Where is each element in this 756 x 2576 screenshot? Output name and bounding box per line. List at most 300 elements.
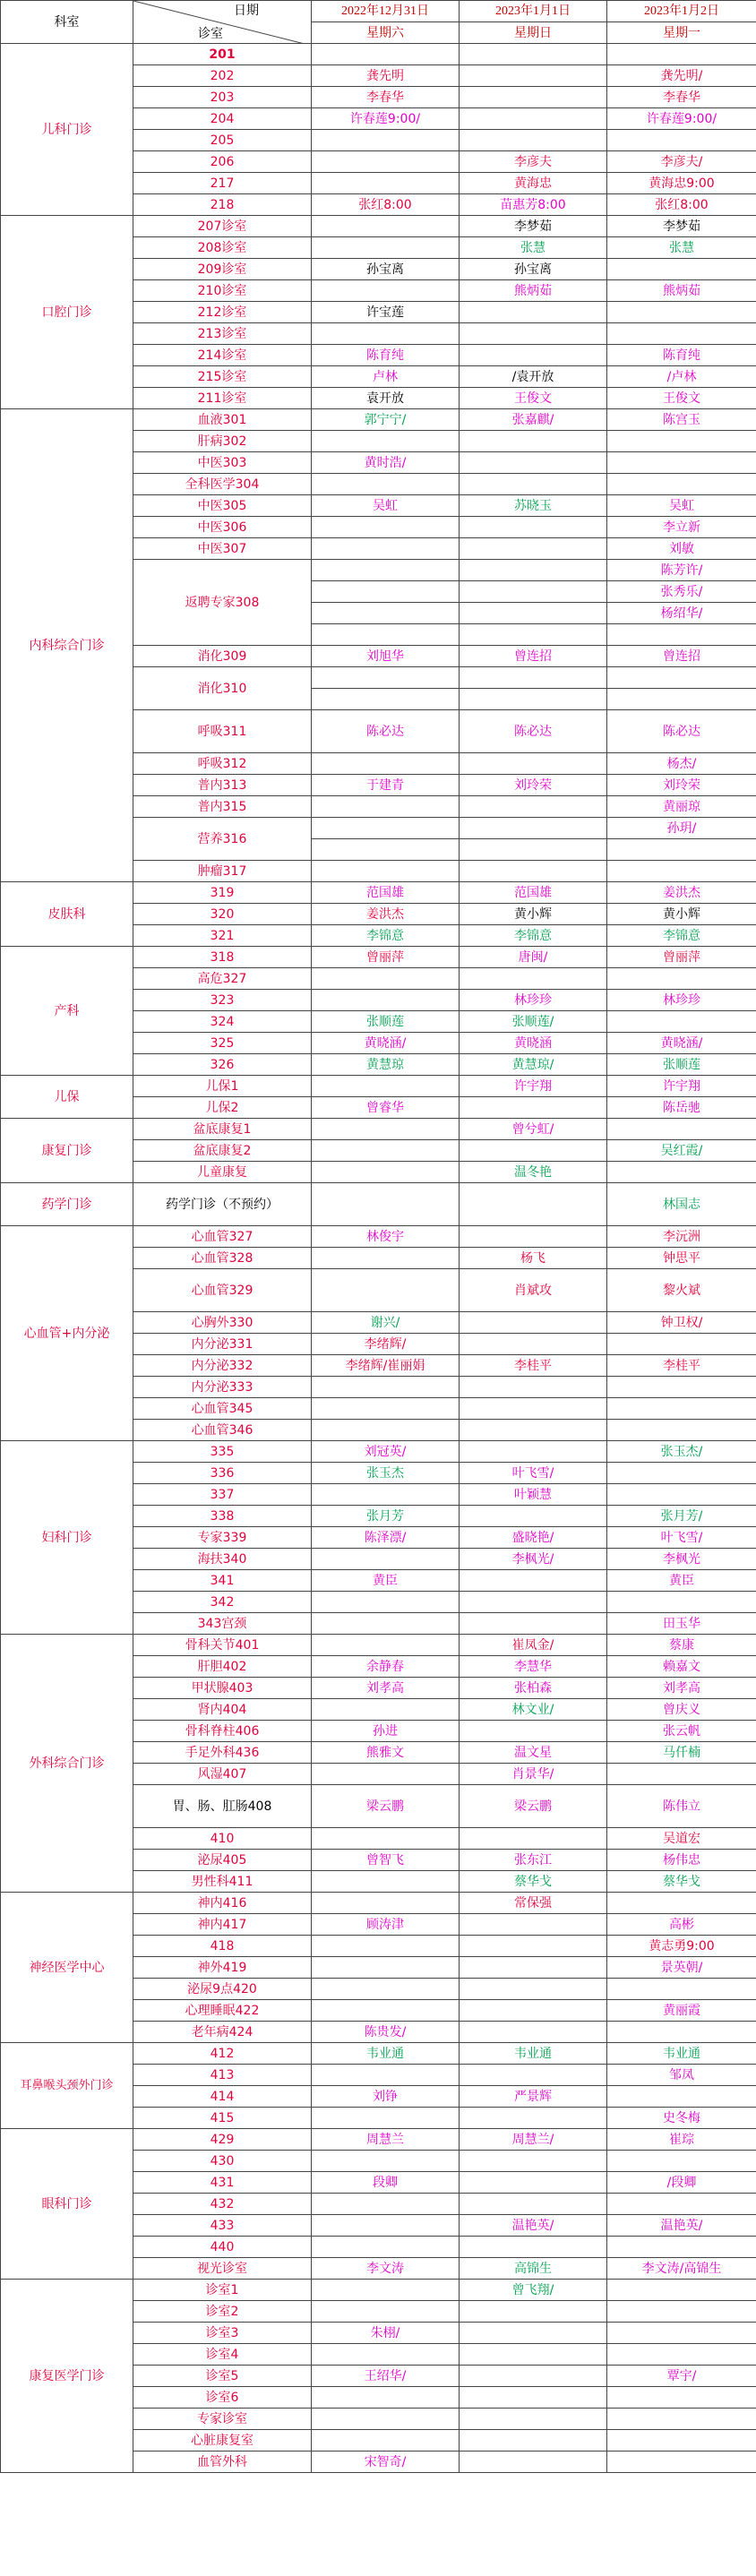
doctor-cell-day-2 — [460, 2000, 607, 2022]
doctor-cell-day-1 — [312, 1484, 460, 1506]
schedule-row — [1, 882, 756, 904]
doctor-cell-day-2 — [460, 2430, 607, 2451]
doctor-cell-day-1: 陈必达 — [312, 710, 460, 753]
doctor-cell-day-3 — [607, 474, 756, 495]
doctor-cell-day-1: 陈泽漂/ — [312, 1527, 460, 1549]
doctor-cell-day-3 — [607, 2451, 756, 2473]
doctor-cell-day-3: 陈岳驰 — [607, 1097, 756, 1119]
doctor-cell-day-2 — [460, 1312, 607, 1334]
doctor-cell-day-3: 黄丽霞 — [607, 2000, 756, 2022]
doctor-cell-day-1 — [312, 2280, 460, 2301]
doctor-cell-day-2: 范国雄 — [460, 882, 607, 904]
room-name: 心胸外330 — [133, 1312, 312, 1334]
doctor-cell-day-1: 张月芳 — [312, 1506, 460, 1527]
doctor-cell-day-3: 刘孝高 — [607, 1678, 756, 1699]
doctor-cell-day-1 — [312, 1420, 460, 1441]
doctor-cell-day-2 — [460, 2366, 607, 2387]
doctor-cell-day-2: 林珍珍 — [460, 990, 607, 1011]
doctor-cell-day-3: 熊炳茹 — [607, 280, 756, 302]
doctor-cell-day-3 — [607, 259, 756, 280]
doctor-cell-day-1: 龚先明 — [312, 65, 460, 87]
doctor-cell-day-2 — [460, 65, 607, 87]
room-name: 老年病424 — [133, 2022, 312, 2043]
doctor-cell-day-3: 李锦意 — [607, 925, 756, 947]
doctor-cell-day-3 — [607, 130, 756, 151]
doctor-cell-day-3: 赖嘉文 — [607, 1656, 756, 1678]
room-name: 319 — [133, 882, 312, 904]
doctor-cell-day-3 — [607, 689, 756, 710]
doctor-cell-day-3 — [607, 2194, 756, 2215]
doctor-cell-day-1 — [312, 1613, 460, 1635]
doctor-cell-day-1 — [312, 1592, 460, 1613]
doctor-cell-day-1 — [312, 538, 460, 560]
doctor-cell-day-3 — [607, 452, 756, 474]
doctor-cell-day-1: 宋智奇/ — [312, 2451, 460, 2473]
schedule-row — [1, 1076, 756, 1097]
doctor-cell-day-1: 郭宁宁/ — [312, 409, 460, 431]
doctor-cell-day-2: 蔡华戈 — [460, 1871, 607, 1893]
doctor-cell-day-1: 陈贵发/ — [312, 2022, 460, 2043]
doctor-cell-day-2: 温文星 — [460, 1742, 607, 1764]
room-name: 320 — [133, 904, 312, 925]
doctor-cell-day-3: 陈育纯 — [607, 345, 756, 366]
doctor-cell-day-3 — [607, 1764, 756, 1785]
room-name: 诊室5 — [133, 2366, 312, 2387]
doctor-cell-day-1: 李绪辉/ — [312, 1334, 460, 1355]
doctor-cell-day-2 — [460, 431, 607, 452]
doctor-cell-day-3 — [607, 2086, 756, 2108]
doctor-cell-day-3: 许春莲9:00/ — [607, 108, 756, 130]
doctor-cell-day-2 — [460, 1097, 607, 1119]
room-name: 440 — [133, 2237, 312, 2258]
doctor-cell-day-3 — [607, 2280, 756, 2301]
doctor-cell-day-2 — [460, 2237, 607, 2258]
doctor-cell-day-1 — [312, 2108, 460, 2129]
doctor-cell-day-2 — [460, 667, 607, 689]
doctor-cell-day-3: 张慧 — [607, 237, 756, 259]
doctor-cell-day-1 — [312, 753, 460, 775]
doctor-cell-day-1: 许春莲9:00/ — [312, 108, 460, 130]
doctor-cell-day-1: 林俊宇 — [312, 1226, 460, 1248]
doctor-cell-day-3: 杨绍华/ — [607, 603, 756, 624]
doctor-cell-day-3 — [607, 44, 756, 65]
doctor-cell-day-1: 卢林 — [312, 366, 460, 388]
doctor-cell-day-1 — [312, 1162, 460, 1183]
doctor-cell-day-3: 黄志勇9:00 — [607, 1936, 756, 1957]
room-name: 风湿407 — [133, 1764, 312, 1785]
weekday-header-3: 星期一 — [607, 22, 756, 44]
room-name: 431 — [133, 2172, 312, 2194]
doctor-cell-day-1: 孙宝离 — [312, 259, 460, 280]
doctor-cell-day-1: 王绍华/ — [312, 2366, 460, 2387]
doctor-cell-day-3: 李立新 — [607, 517, 756, 538]
department-name: 眼科门诊 — [1, 2129, 133, 2280]
doctor-cell-day-2: 常保强 — [460, 1893, 607, 1914]
room-name: 神内416 — [133, 1893, 312, 1914]
doctor-cell-day-2: 张慧 — [460, 237, 607, 259]
room-name: 诊室4 — [133, 2344, 312, 2366]
doctor-cell-day-2: 黄小辉 — [460, 904, 607, 925]
doctor-cell-day-3: 邹凤 — [607, 2065, 756, 2086]
doctor-cell-day-2 — [460, 2387, 607, 2409]
doctor-cell-day-3 — [607, 302, 756, 323]
room-name: 206 — [133, 151, 312, 173]
doctor-cell-day-3 — [607, 2151, 756, 2172]
doctor-cell-day-2 — [460, 2301, 607, 2323]
doctor-cell-day-2 — [460, 2344, 607, 2366]
doctor-cell-day-2 — [460, 1140, 607, 1162]
room-name: 中医303 — [133, 452, 312, 474]
room-name: 肿瘤317 — [133, 861, 312, 882]
doctor-cell-day-2: 黄慧琼/ — [460, 1054, 607, 1076]
doctor-cell-day-1 — [312, 581, 460, 603]
room-name: 药学门诊（不预约） — [133, 1183, 312, 1226]
doctor-cell-day-2 — [460, 818, 607, 839]
doctor-cell-day-2 — [460, 345, 607, 366]
room-name: 血液301 — [133, 409, 312, 431]
doctor-cell-day-1 — [312, 1957, 460, 1979]
room-name: 诊室1 — [133, 2280, 312, 2301]
doctor-cell-day-1 — [312, 560, 460, 581]
room-name: 心血管346 — [133, 1420, 312, 1441]
room-name: 盆底康复2 — [133, 1140, 312, 1162]
room-name: 甲状腺403 — [133, 1678, 312, 1699]
room-name: 儿保1 — [133, 1076, 312, 1097]
doctor-cell-day-2: 张嘉麒/ — [460, 409, 607, 431]
doctor-cell-day-2: 熊炳茹 — [460, 280, 607, 302]
room-name: 213诊室 — [133, 323, 312, 345]
schedule-row — [1, 1441, 756, 1463]
doctor-cell-day-1 — [312, 130, 460, 151]
doctor-cell-day-1 — [312, 2344, 460, 2366]
room-name: 儿保2 — [133, 1097, 312, 1119]
room-name: 心血管327 — [133, 1226, 312, 1248]
room-name: 429 — [133, 2129, 312, 2151]
doctor-cell-day-2: 曾飞翔/ — [460, 2280, 607, 2301]
doctor-cell-day-1 — [312, 1699, 460, 1721]
department-name: 外科综合门诊 — [1, 1635, 133, 1893]
room-name: 呼吸312 — [133, 753, 312, 775]
room-name: 218 — [133, 194, 312, 216]
doctor-cell-day-3 — [607, 1162, 756, 1183]
doctor-cell-day-3 — [607, 2237, 756, 2258]
doctor-cell-day-3 — [607, 1119, 756, 1140]
doctor-cell-day-2: 崔凤金/ — [460, 1635, 607, 1656]
room-name: 418 — [133, 1936, 312, 1957]
doctor-cell-day-3: 黄丽琼 — [607, 796, 756, 818]
doctor-cell-day-3: /段卿 — [607, 2172, 756, 2194]
department-name: 皮肤科 — [1, 882, 133, 947]
doctor-cell-day-2: 李彦夫 — [460, 151, 607, 173]
doctor-cell-day-2 — [460, 2065, 607, 2086]
doctor-cell-day-3: 李桂平 — [607, 1355, 756, 1377]
doctor-cell-day-1: 许宝莲 — [312, 302, 460, 323]
doctor-cell-day-2 — [460, 581, 607, 603]
room-name: 323 — [133, 990, 312, 1011]
corner-date-label: 日期 — [234, 4, 259, 18]
doctor-cell-day-1 — [312, 2409, 460, 2430]
doctor-cell-day-1 — [312, 1398, 460, 1420]
doctor-cell-day-2 — [460, 474, 607, 495]
doctor-cell-day-1: 张红8:00 — [312, 194, 460, 216]
room-name: 中医306 — [133, 517, 312, 538]
room-name: 内分泌332 — [133, 1355, 312, 1377]
doctor-cell-day-1 — [312, 2301, 460, 2323]
doctor-cell-day-2 — [460, 689, 607, 710]
room-name: 338 — [133, 1506, 312, 1527]
doctor-cell-day-2 — [460, 108, 607, 130]
doctor-cell-day-1 — [312, 990, 460, 1011]
doctor-cell-day-3: 姜洪杰 — [607, 882, 756, 904]
department-name: 产科 — [1, 947, 133, 1076]
doctor-cell-day-1 — [312, 1119, 460, 1140]
room-name: 318 — [133, 947, 312, 968]
doctor-cell-day-3: /卢林 — [607, 366, 756, 388]
room-name: 消化310 — [133, 667, 312, 710]
doctor-cell-day-1: 黄臣 — [312, 1570, 460, 1592]
doctor-cell-day-1: 姜洪杰 — [312, 904, 460, 925]
doctor-cell-day-3: 张云帆 — [607, 1721, 756, 1742]
diagonal-header-cell — [133, 1, 312, 44]
room-name: 204 — [133, 108, 312, 130]
room-name: 男性科411 — [133, 1871, 312, 1893]
doctor-cell-day-2 — [460, 323, 607, 345]
doctor-cell-day-2 — [460, 538, 607, 560]
doctor-cell-day-1: 黄时浩/ — [312, 452, 460, 474]
doctor-cell-day-3: 黄晓涵/ — [607, 1033, 756, 1054]
doctor-cell-day-2 — [460, 1828, 607, 1850]
doctor-cell-day-2 — [460, 1441, 607, 1463]
schedule-row — [1, 947, 756, 968]
department-name: 口腔门诊 — [1, 216, 133, 409]
doctor-cell-day-2 — [460, 1398, 607, 1420]
doctor-cell-day-1 — [312, 474, 460, 495]
room-name: 215诊室 — [133, 366, 312, 388]
room-name: 203 — [133, 87, 312, 108]
schedule-row — [1, 2043, 756, 2065]
doctor-cell-day-1 — [312, 280, 460, 302]
doctor-cell-day-1 — [312, 2237, 460, 2258]
doctor-cell-day-2: 张柏森 — [460, 1678, 607, 1699]
doctor-cell-day-2 — [460, 1334, 607, 1355]
date-header-3: 2023年1月2日 — [607, 1, 756, 22]
room-name: 专家诊室 — [133, 2409, 312, 2430]
doctor-cell-day-3: 张顺莲 — [607, 1054, 756, 1076]
doctor-cell-day-3 — [607, 2301, 756, 2323]
doctor-cell-day-3: 王俊文 — [607, 388, 756, 409]
doctor-cell-day-2 — [460, 1979, 607, 2000]
doctor-cell-day-2: 唐闽/ — [460, 947, 607, 968]
doctor-cell-day-3 — [607, 1592, 756, 1613]
doctor-cell-day-2: 李桂平 — [460, 1355, 607, 1377]
doctor-cell-day-2: 肖景华/ — [460, 1764, 607, 1785]
doctor-cell-day-1: 段卿 — [312, 2172, 460, 2194]
room-name: 海扶340 — [133, 1549, 312, 1570]
room-name: 210诊室 — [133, 280, 312, 302]
doctor-cell-day-3: 黎火斌 — [607, 1269, 756, 1312]
doctor-cell-day-3: 高彬 — [607, 1914, 756, 1936]
room-name: 手足外科436 — [133, 1742, 312, 1764]
doctor-cell-day-2: 许宇翔 — [460, 1076, 607, 1097]
room-name: 泌尿9点420 — [133, 1979, 312, 2000]
room-name: 心血管345 — [133, 1398, 312, 1420]
doctor-cell-day-1: 朱栩/ — [312, 2323, 460, 2344]
doctor-cell-day-3: 曾丽萍 — [607, 947, 756, 968]
room-name: 心脏康复室 — [133, 2430, 312, 2451]
doctor-cell-day-1 — [312, 44, 460, 65]
doctor-cell-day-3: 黄小辉 — [607, 904, 756, 925]
room-name: 335 — [133, 1441, 312, 1463]
doctor-cell-day-2: 叶颖慧 — [460, 1484, 607, 1506]
doctor-cell-day-3: 史冬梅 — [607, 2108, 756, 2129]
schedule-row — [1, 2129, 756, 2151]
doctor-cell-day-2 — [460, 560, 607, 581]
doctor-cell-day-2 — [460, 2451, 607, 2473]
doctor-cell-day-3: 吴虹 — [607, 495, 756, 517]
doctor-cell-day-1: 刘旭华 — [312, 646, 460, 667]
department-name: 药学门诊 — [1, 1183, 133, 1226]
room-name: 212诊室 — [133, 302, 312, 323]
doctor-cell-day-3 — [607, 861, 756, 882]
room-name: 心血管328 — [133, 1248, 312, 1269]
doctor-cell-day-3 — [607, 1484, 756, 1506]
schedule-row — [1, 1226, 756, 1248]
room-name: 心血管329 — [133, 1269, 312, 1312]
doctor-cell-day-3: 杨伟忠 — [607, 1850, 756, 1871]
room-name: 201 — [133, 44, 312, 65]
doctor-cell-day-1 — [312, 689, 460, 710]
department-name: 内科综合门诊 — [1, 409, 133, 882]
doctor-cell-day-1: 袁开放 — [312, 388, 460, 409]
room-name: 内分泌333 — [133, 1377, 312, 1398]
doctor-cell-day-2: 李锦意 — [460, 925, 607, 947]
doctor-cell-day-3: 刘玲荣 — [607, 775, 756, 796]
room-name: 337 — [133, 1484, 312, 1506]
doctor-cell-day-2 — [460, 1226, 607, 1248]
doctor-cell-day-3: 杨杰/ — [607, 753, 756, 775]
doctor-cell-day-2 — [460, 452, 607, 474]
doctor-cell-day-2 — [460, 2194, 607, 2215]
doctor-cell-day-3: 覃宇/ — [607, 2366, 756, 2387]
doctor-cell-day-1 — [312, 173, 460, 194]
room-name: 高危327 — [133, 968, 312, 990]
doctor-cell-day-3 — [607, 1398, 756, 1420]
corner-room-label: 诊室 — [198, 27, 223, 41]
doctor-cell-day-2: 温艳英/ — [460, 2215, 607, 2237]
room-name: 207诊室 — [133, 216, 312, 237]
doctor-cell-day-3 — [607, 968, 756, 990]
doctor-cell-day-2 — [460, 861, 607, 882]
room-name: 430 — [133, 2151, 312, 2172]
doctor-cell-day-3 — [607, 1979, 756, 2000]
room-name: 诊室6 — [133, 2387, 312, 2409]
doctor-cell-day-2 — [460, 2108, 607, 2129]
room-name: 202 — [133, 65, 312, 87]
doctor-cell-day-2 — [460, 2172, 607, 2194]
department-name: 儿科门诊 — [1, 44, 133, 216]
doctor-cell-day-2 — [460, 1592, 607, 1613]
room-name: 呼吸311 — [133, 710, 312, 753]
room-name: 内分泌331 — [133, 1334, 312, 1355]
schedule-row — [1, 1635, 756, 1656]
doctor-cell-day-3: 李枫光 — [607, 1549, 756, 1570]
department-name: 康复门诊 — [1, 1119, 133, 1183]
doctor-cell-day-1: 韦业通 — [312, 2043, 460, 2065]
schedule-row — [1, 44, 756, 65]
doctor-cell-day-2 — [460, 1570, 607, 1592]
doctor-cell-day-2: 张顺莲/ — [460, 1011, 607, 1033]
doctor-cell-day-2: 叶飞雪/ — [460, 1463, 607, 1484]
doctor-cell-day-3: 张月芳/ — [607, 1506, 756, 1527]
room-name: 全科医学304 — [133, 474, 312, 495]
doctor-cell-day-1 — [312, 1936, 460, 1957]
doctor-cell-day-3: 林国志 — [607, 1183, 756, 1226]
room-name: 血管外科 — [133, 2451, 312, 2473]
doctor-cell-day-2: 林文业/ — [460, 1699, 607, 1721]
doctor-cell-day-3: 黄海忠9:00 — [607, 173, 756, 194]
doctor-cell-day-1: 吴虹 — [312, 495, 460, 517]
doctor-cell-day-2 — [460, 968, 607, 990]
doctor-cell-day-2 — [460, 624, 607, 646]
room-name: 321 — [133, 925, 312, 947]
doctor-cell-day-2: 王俊文 — [460, 388, 607, 409]
doctor-cell-day-3: 蔡华戈 — [607, 1871, 756, 1893]
doctor-cell-day-1 — [312, 2430, 460, 2451]
doctor-cell-day-3: 李彦夫/ — [607, 151, 756, 173]
department-name: 康复医学门诊 — [1, 2280, 133, 2473]
doctor-cell-day-1: 曾智飞 — [312, 1850, 460, 1871]
doctor-cell-day-2: /袁开放 — [460, 366, 607, 388]
room-name: 肝病302 — [133, 431, 312, 452]
room-name: 中医305 — [133, 495, 312, 517]
doctor-cell-day-1 — [312, 1764, 460, 1785]
doctor-cell-day-1: 范国雄 — [312, 882, 460, 904]
department-name: 妇科门诊 — [1, 1441, 133, 1635]
doctor-cell-day-1 — [312, 1183, 460, 1226]
doctor-cell-day-1: 余静春 — [312, 1656, 460, 1678]
doctor-cell-day-3 — [607, 1011, 756, 1033]
doctor-cell-day-1 — [312, 323, 460, 345]
doctor-cell-day-3: 陈芳许/ — [607, 560, 756, 581]
doctor-cell-day-2 — [460, 796, 607, 818]
room-name: 诊室3 — [133, 2323, 312, 2344]
doctor-cell-day-2: 杨飞 — [460, 1248, 607, 1269]
doctor-cell-day-1: 李文涛 — [312, 2258, 460, 2280]
doctor-cell-day-3: 许宇翔 — [607, 1076, 756, 1097]
doctor-cell-day-2 — [460, 1721, 607, 1742]
room-name: 普内313 — [133, 775, 312, 796]
doctor-cell-day-1 — [312, 216, 460, 237]
room-name: 普内315 — [133, 796, 312, 818]
room-name: 217 — [133, 173, 312, 194]
doctor-cell-day-1: 刘铮 — [312, 2086, 460, 2108]
doctor-cell-day-3 — [607, 667, 756, 689]
doctor-cell-day-2 — [460, 44, 607, 65]
room-name: 415 — [133, 2108, 312, 2129]
room-name: 心理睡眠422 — [133, 2000, 312, 2022]
doctor-cell-day-3: 韦业通 — [607, 2043, 756, 2065]
doctor-cell-day-1 — [312, 1635, 460, 1656]
doctor-cell-day-3: 林珍珍 — [607, 990, 756, 1011]
doctor-cell-day-3: 吴红霞/ — [607, 1140, 756, 1162]
doctor-cell-day-3: 李沅洲 — [607, 1226, 756, 1248]
room-name: 视光诊室 — [133, 2258, 312, 2280]
doctor-cell-day-1 — [312, 1893, 460, 1914]
doctor-cell-day-1 — [312, 2065, 460, 2086]
doctor-cell-day-2: 黄海忠 — [460, 173, 607, 194]
room-name: 205 — [133, 130, 312, 151]
doctor-cell-day-3 — [607, 2344, 756, 2366]
